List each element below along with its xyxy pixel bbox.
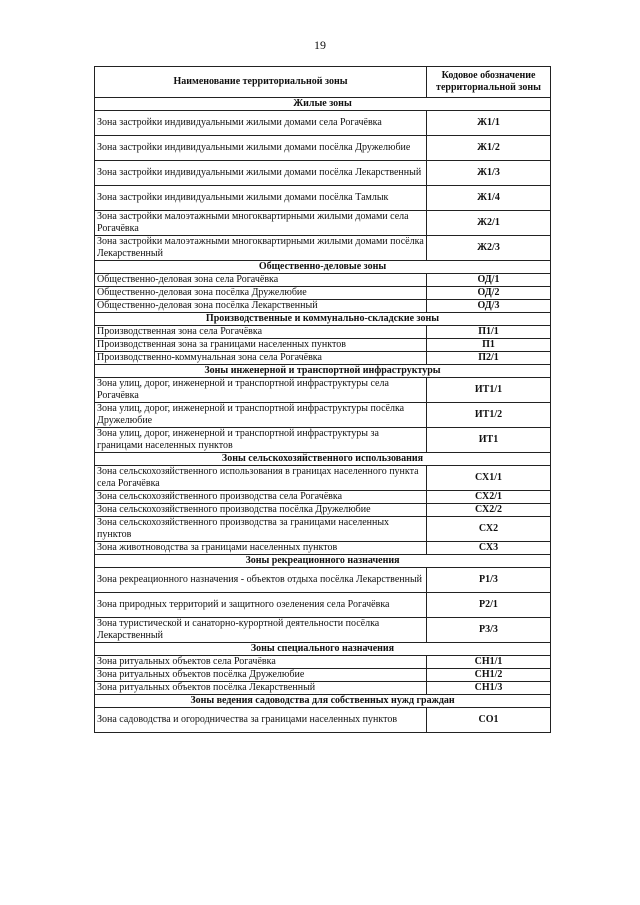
zone-code-cell: СХ2 <box>427 517 551 542</box>
zone-code-cell: П1 <box>427 339 551 352</box>
zone-name-cell: Зона застройки индивидуальными жилыми домами посёлка Лекарственный <box>95 161 427 186</box>
section-title: Зоны сельскохозяйственного использования <box>95 453 551 466</box>
section-title: Зоны рекреационного назначения <box>95 555 551 568</box>
zone-code-cell: ОД/3 <box>427 300 551 313</box>
section-header-row <box>95 313 551 326</box>
zone-code-cell: СХ2/2 <box>427 504 551 517</box>
zone-code-cell: ИТ1/1 <box>427 378 551 403</box>
zone-name-cell: Зона сельскохозяйственного производства за границами населенных пунктов <box>95 517 427 542</box>
table-row <box>95 111 551 136</box>
zone-name-cell: Зона сельскохозяйственного производства села Рогачёвка <box>95 491 427 504</box>
section-header-row <box>95 643 551 656</box>
zone-code-cell: Р3/3 <box>427 618 551 643</box>
section-header-row <box>95 453 551 466</box>
table-row <box>95 136 551 161</box>
section-title: Зоны специального назначения <box>95 643 551 656</box>
zones-table-body <box>95 98 551 733</box>
zone-name-cell: Общественно-деловая зона посёлка Лекарственный <box>95 300 427 313</box>
zone-code-cell: ОД/1 <box>427 274 551 287</box>
table-row <box>95 568 551 593</box>
zone-name-cell: Зона рекреационного назначения - объектов отдыха посёлка Лекарственный <box>95 568 427 593</box>
table-row <box>95 542 551 555</box>
zone-name-cell: Общественно-деловая зона посёлка Дружелюбие <box>95 287 427 300</box>
zone-name-cell: Зона ритуальных объектов села Рогачёвка <box>95 656 427 669</box>
zone-name-cell: Общественно-деловая зона села Рогачёвка <box>95 274 427 287</box>
zone-code-cell: Ж2/3 <box>427 236 551 261</box>
table-row <box>95 428 551 453</box>
zone-name-cell: Зона туристической и санаторно-курортной деятельности посёлка Лекарственный <box>95 618 427 643</box>
zone-code-cell: Ж1/2 <box>427 136 551 161</box>
table-row <box>95 300 551 313</box>
zone-code-cell: СН1/1 <box>427 656 551 669</box>
zones-table <box>94 66 551 733</box>
table-row <box>95 491 551 504</box>
zone-name-cell: Зона садоводства и огородничества за границами населенных пунктов <box>95 708 427 733</box>
zone-name-cell: Зона улиц, дорог, инженерной и транспортной инфраструктуры села Рогачёвка <box>95 378 427 403</box>
section-title: Жилые зоны <box>95 98 551 111</box>
table-row <box>95 618 551 643</box>
zone-code-cell: СХ2/1 <box>427 491 551 504</box>
zone-code-cell: Р2/1 <box>427 593 551 618</box>
table-row <box>95 287 551 300</box>
table-row <box>95 339 551 352</box>
zone-code-cell: СН1/3 <box>427 682 551 695</box>
table-row <box>95 378 551 403</box>
zone-name-cell: Зона сельскохозяйственного производства посёлка Дружелюбие <box>95 504 427 517</box>
zone-code-cell: СХ3 <box>427 542 551 555</box>
zone-code-cell: Ж2/1 <box>427 211 551 236</box>
header-zone-code: Кодовое обозначение территориальной зоны <box>427 67 551 98</box>
table-row <box>95 403 551 428</box>
table-row <box>95 161 551 186</box>
section-title: Общественно-деловые зоны <box>95 261 551 274</box>
table-row <box>95 466 551 491</box>
zone-code-cell: СО1 <box>427 708 551 733</box>
header-zone-name: Наименование территориальной зоны <box>95 67 427 98</box>
table-header-row <box>95 67 551 98</box>
zone-code-cell: ИТ1 <box>427 428 551 453</box>
section-title: Зоны инженерной и транспортной инфраструктуры <box>95 365 551 378</box>
table-row <box>95 186 551 211</box>
zone-code-cell: СН1/2 <box>427 669 551 682</box>
zone-name-cell: Производственная зона села Рогачёвка <box>95 326 427 339</box>
page-number: 19 <box>314 38 326 52</box>
table-row <box>95 504 551 517</box>
zone-code-cell: Ж1/4 <box>427 186 551 211</box>
zone-code-cell: Р1/3 <box>427 568 551 593</box>
zone-name-cell: Зона застройки малоэтажными многоквартирными жилыми домами посёлка Лекарственный <box>95 236 427 261</box>
zone-code-cell: ОД/2 <box>427 287 551 300</box>
zone-name-cell: Зона застройки малоэтажными многоквартирными жилыми домами села Рогачёвка <box>95 211 427 236</box>
zone-code-cell: Ж1/1 <box>427 111 551 136</box>
table-row <box>95 682 551 695</box>
section-header-row <box>95 365 551 378</box>
table-row <box>95 211 551 236</box>
table-row <box>95 656 551 669</box>
zone-name-cell: Зона ритуальных объектов посёлка Дружелюбие <box>95 669 427 682</box>
zone-name-cell: Зона застройки индивидуальными жилыми домами села Рогачёвка <box>95 111 427 136</box>
zone-name-cell: Зона природных территорий и защитного озеленения села Рогачёвка <box>95 593 427 618</box>
table-row <box>95 517 551 542</box>
zone-name-cell: Зона сельскохозяйственного использования в границах населенного пункта села Рогачёвка <box>95 466 427 491</box>
zone-code-cell: П1/1 <box>427 326 551 339</box>
table-row <box>95 708 551 733</box>
table-row <box>95 669 551 682</box>
zone-name-cell: Зона улиц, дорог, инженерной и транспортной инфраструктуры посёлка Дружелюбие <box>95 403 427 428</box>
section-header-row <box>95 555 551 568</box>
table-row <box>95 593 551 618</box>
table-row <box>95 274 551 287</box>
section-header-row <box>95 261 551 274</box>
zone-name-cell: Зона застройки индивидуальными жилыми домами посёлка Дружелюбие <box>95 136 427 161</box>
table-row <box>95 236 551 261</box>
section-header-row <box>95 98 551 111</box>
section-title: Зоны ведения садоводства для собственных нужд граждан <box>95 695 551 708</box>
zone-name-cell: Производственная зона за границами населенных пунктов <box>95 339 427 352</box>
section-title: Производственные и коммунально-складские зоны <box>95 313 551 326</box>
zone-name-cell: Зона ритуальных объектов посёлка Лекарственный <box>95 682 427 695</box>
zone-code-cell: СХ1/1 <box>427 466 551 491</box>
table-row <box>95 326 551 339</box>
zone-code-cell: ИТ1/2 <box>427 403 551 428</box>
zone-name-cell: Производственно-коммунальная зона села Рогачёвка <box>95 352 427 365</box>
zone-code-cell: Ж1/3 <box>427 161 551 186</box>
zone-name-cell: Зона улиц, дорог, инженерной и транспортной инфраструктуры за границами населенных пунктов <box>95 428 427 453</box>
table-row <box>95 352 551 365</box>
zone-code-cell: П2/1 <box>427 352 551 365</box>
zone-name-cell: Зона застройки индивидуальными жилыми домами посёлка Тамлык <box>95 186 427 211</box>
zone-name-cell: Зона животноводства за границами населенных пунктов <box>95 542 427 555</box>
section-header-row <box>95 695 551 708</box>
